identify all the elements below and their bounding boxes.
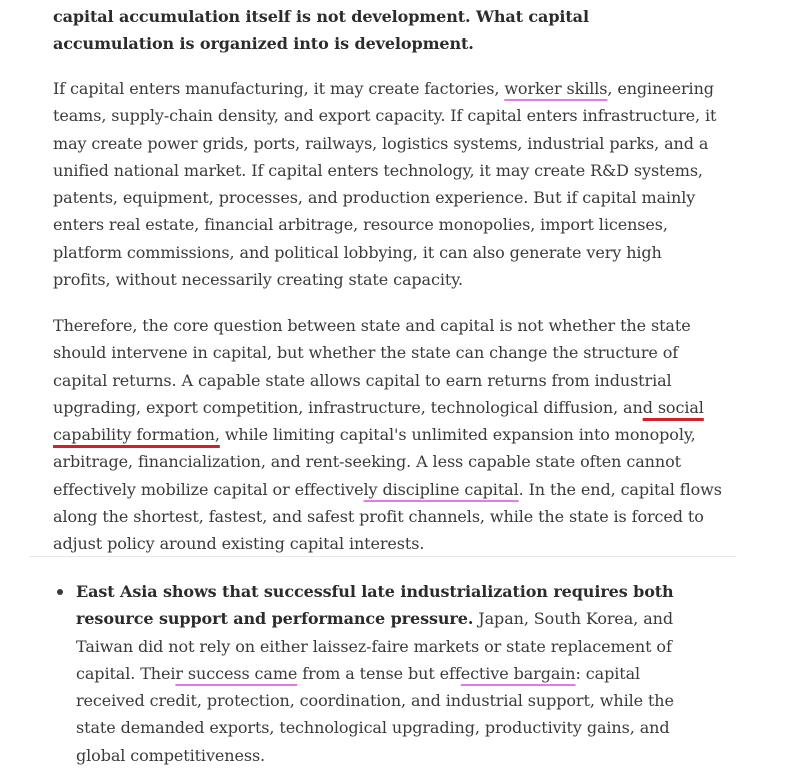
highlight-success-came[interactable]: r success came xyxy=(175,663,298,683)
highlight-discipline-capital[interactable]: ly discipline capital xyxy=(363,479,519,499)
bold-statement: capital accumulation itself is not development. What capital accumulation is organized into is development. xyxy=(53,7,589,54)
text-span: while limiting capital's unlimited expansion into monopoly, arbitrage, financialization, and rent-seeking. A less capable state often cannot effectively mobilize capital or effective xyxy=(53,425,696,499)
bullet-text xyxy=(76,578,713,769)
highlight-social-capability-formation[interactable]: d social capability formation, xyxy=(53,397,704,445)
text-span: If capital enters manufacturing, it may create factories, xyxy=(53,79,505,98)
text-span: from a tense but eff xyxy=(297,663,461,683)
text-span: , engineering teams, supply-chain density, and export capacity. If capital enters infrastructure, it may create power grids, ports, railways, logistics systems, industrial parks, and a unified national market. If capital enters technology, it may create R&D systems, patents, equipment, processes, and production experience. But if capital mainly enters real estate, financial arbitrage, resource monopolies, import licenses, platform commissions, and political lobbying, it can also generate very high profits, without necessarily creating state capacity. xyxy=(53,79,717,290)
text-span: : capital received credit, protection, coordination, and industrial support, while the state demanded exports, technological upgrading, productivity gains, and global competitiveness. xyxy=(76,663,674,765)
text-span: Japan, South Korea, and Taiwan did not rely on either laissez-faire markets or state replacement of capital. Thei xyxy=(76,609,673,683)
section-divider xyxy=(30,556,736,557)
text-span: Therefore, the core question between state and capital is not whether the state should intervene in capital, but whether the state can change the structure of capital returns. A capable state allows capital to earn returns from industrial upgrading, export competition, infrastructure, technological diffusion, an xyxy=(53,316,691,417)
bullet-dot-icon xyxy=(57,589,63,595)
highlight-effective-bargain[interactable]: ective bargain xyxy=(460,663,576,683)
bullet-list xyxy=(53,578,713,769)
bullet-bold-lead: East Asia shows that successful late industrialization requires both resource support and performance pressure. xyxy=(76,582,674,629)
text-span: . In the end, capital flows along the shortest, fastest, and safest profit channels, while the state is forced to adjust policy around existing capital interests. xyxy=(53,479,722,554)
list-item xyxy=(53,578,713,769)
highlight-worker-skills[interactable]: worker skills xyxy=(504,79,608,98)
paragraph-intro xyxy=(53,3,713,58)
paragraph-state-capital xyxy=(53,312,728,558)
paragraph-capital-channels xyxy=(53,75,723,293)
